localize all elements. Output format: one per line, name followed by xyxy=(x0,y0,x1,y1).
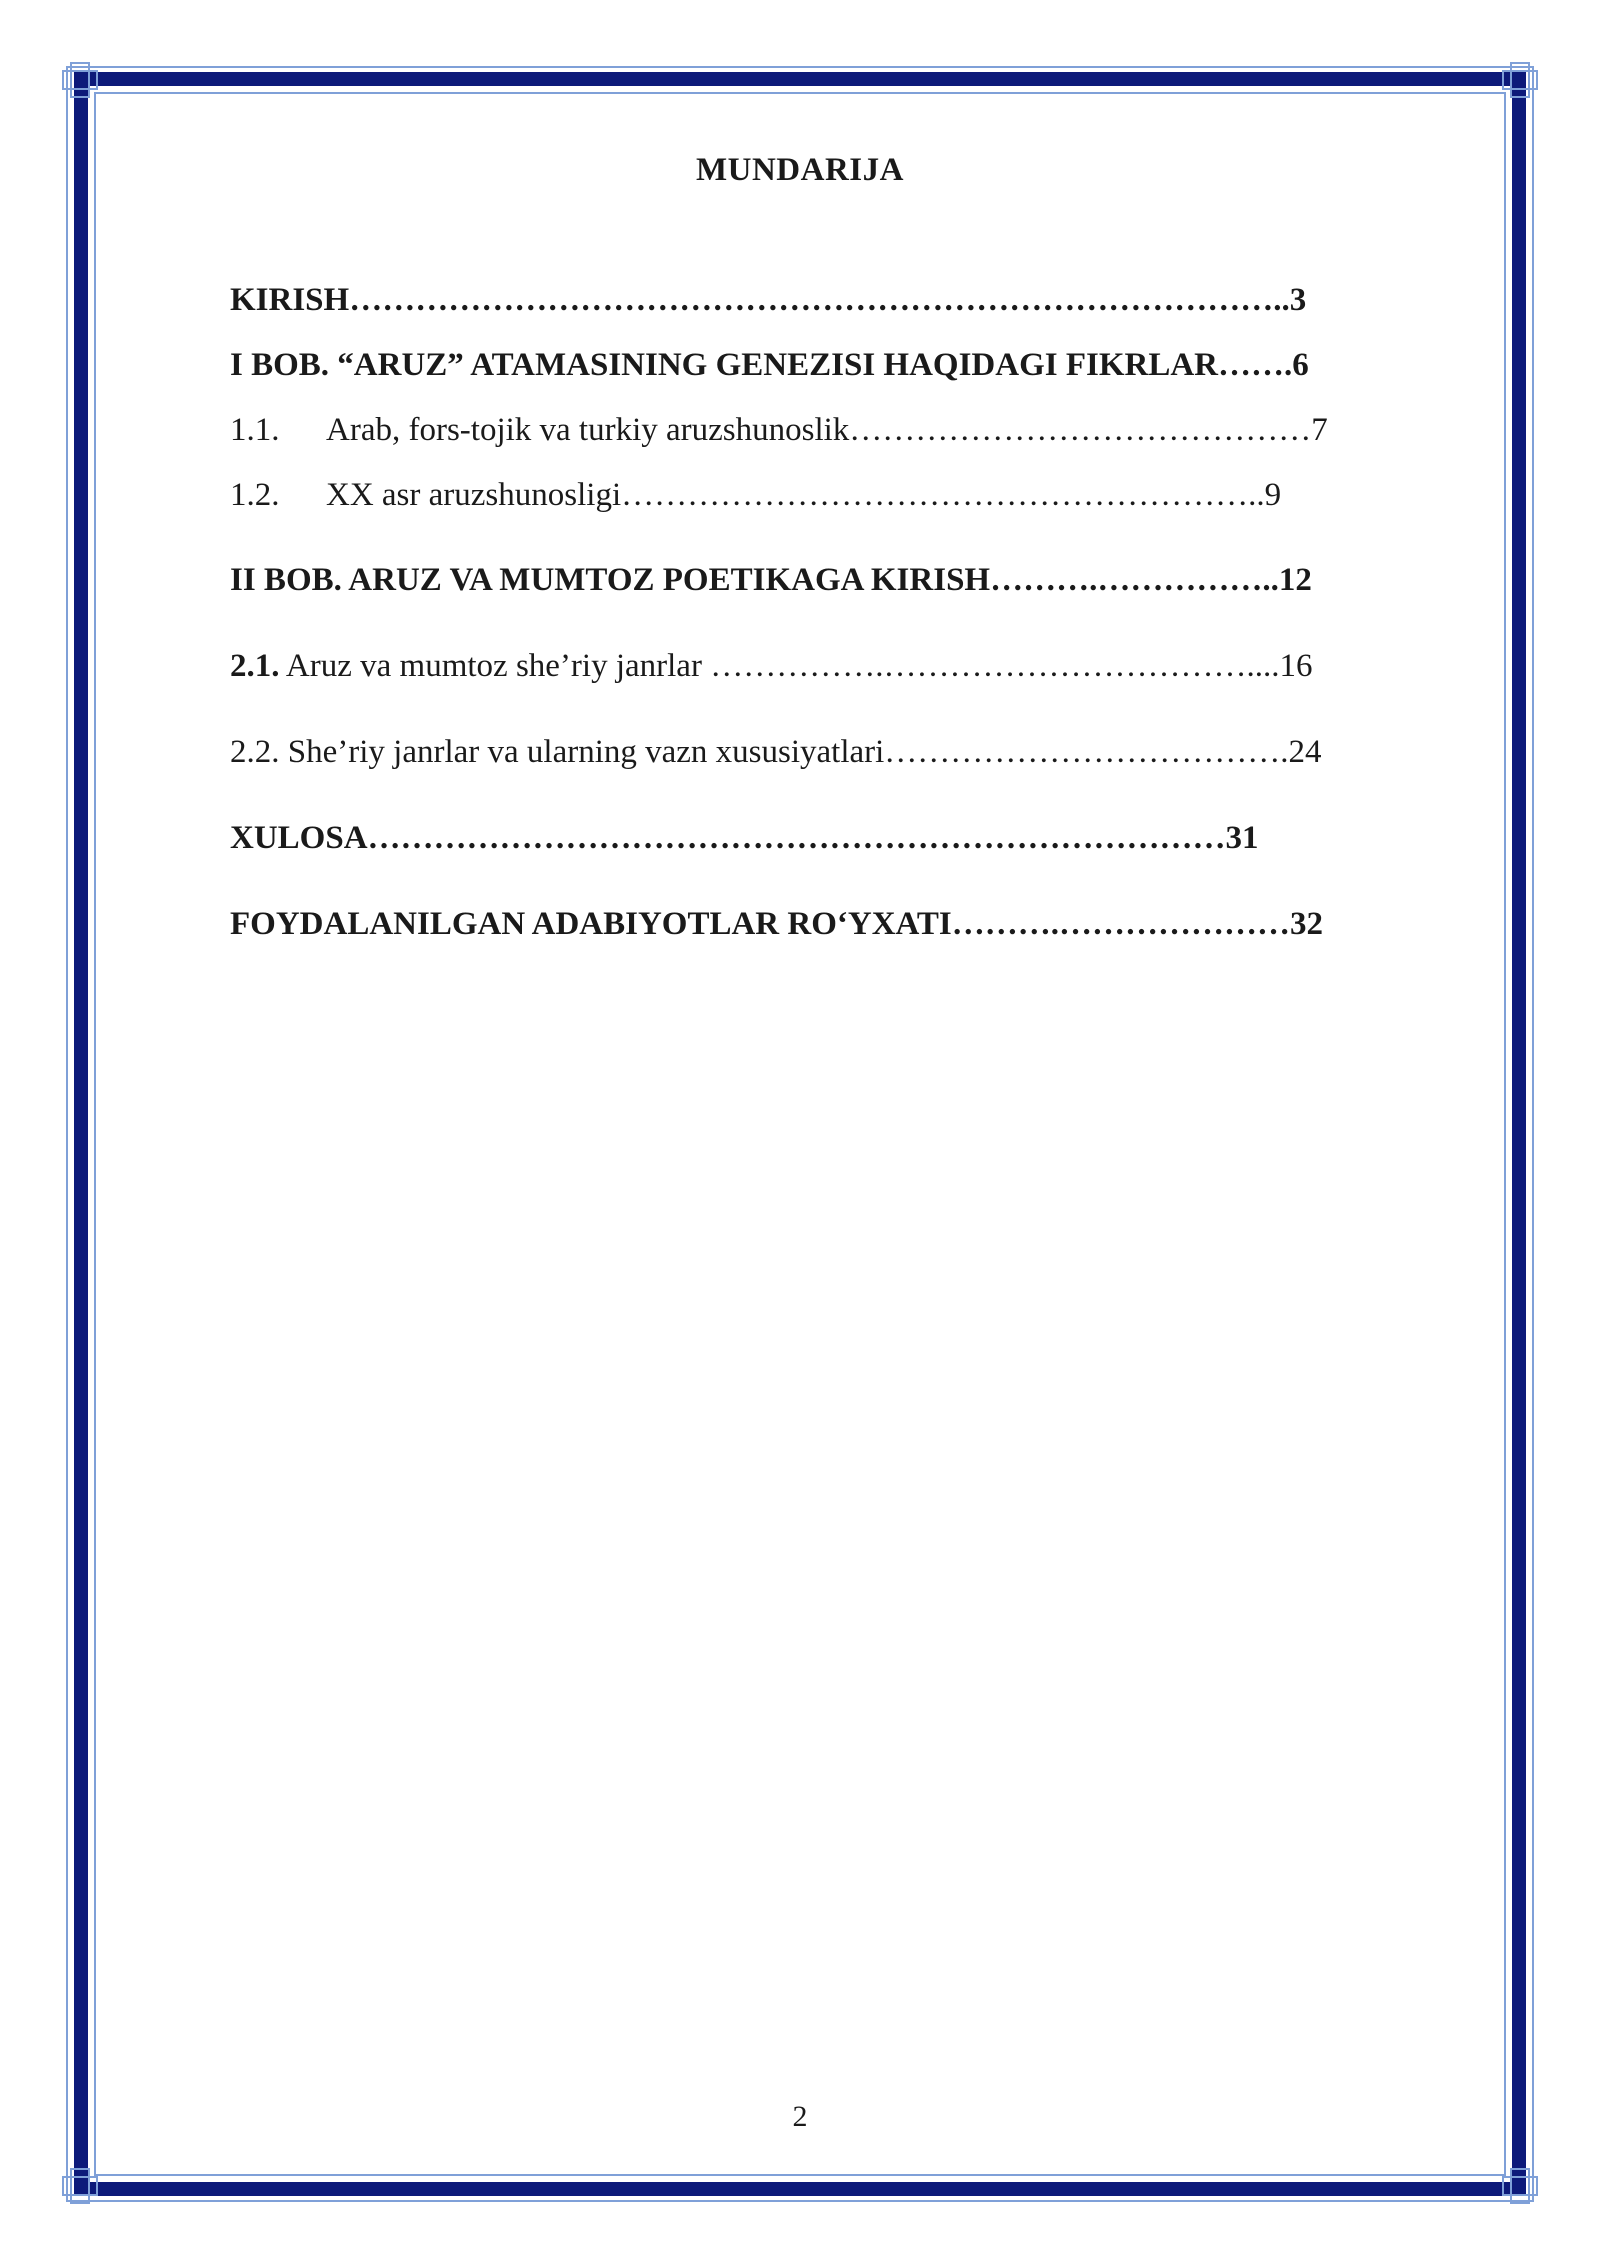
toc-entry-section-1-2[interactable] xyxy=(230,475,1482,515)
toc-entry-section-2-1[interactable] xyxy=(230,646,1482,686)
table-of-contents xyxy=(230,280,1482,944)
page-number: 2 xyxy=(792,2100,808,2133)
section-title: Aruz va mumtoz she’riy janrlar …………….……………………………....16 xyxy=(279,648,1313,684)
section-number: 1.2. xyxy=(230,477,280,513)
section-title: Arab, fors-tojik va turkiy aruzshunoslik……………………………………7 xyxy=(326,412,1328,448)
toc-entry-section-1-1[interactable] xyxy=(230,410,1482,450)
section-number: 2.1. xyxy=(230,648,280,684)
toc-entry-references[interactable]: FOYDALANILGAN ADABIYOTLAR RO‘YXATI……….…………………32 xyxy=(230,906,1324,942)
corner-ornament-bottom-right xyxy=(1502,2168,1538,2204)
section-number: 1.1. xyxy=(230,412,280,448)
toc-entry-kirish[interactable]: KIRISH…………………………………………………………………………..3 xyxy=(230,282,1307,318)
corner-ornament-top-left xyxy=(62,62,98,98)
toc-entry-chapter-2[interactable]: II BOB. ARUZ VA MUMTOZ POETIKAGA KIRISH……….……………..12 xyxy=(230,562,1312,598)
toc-entry-xulosa[interactable]: XULOSA……………………………………………………………………31 xyxy=(230,820,1259,856)
corner-ornament-bottom-left xyxy=(62,2168,98,2204)
toc-entry-chapter-1[interactable]: I BOB. “ARUZ” ATAMASINING GENEZISI HAQIDAGI FIKRLAR…….6 xyxy=(230,347,1309,383)
page-title: MUNDARIJA xyxy=(696,152,904,188)
toc-entry-section-2-2[interactable]: 2.2. She’riy janrlar va ularning vazn xususiyatlari……………………………….24 xyxy=(230,734,1322,770)
section-title: XX asr aruzshunosligi…………………………………………………..9 xyxy=(326,477,1282,513)
corner-ornament-top-right xyxy=(1502,62,1538,98)
